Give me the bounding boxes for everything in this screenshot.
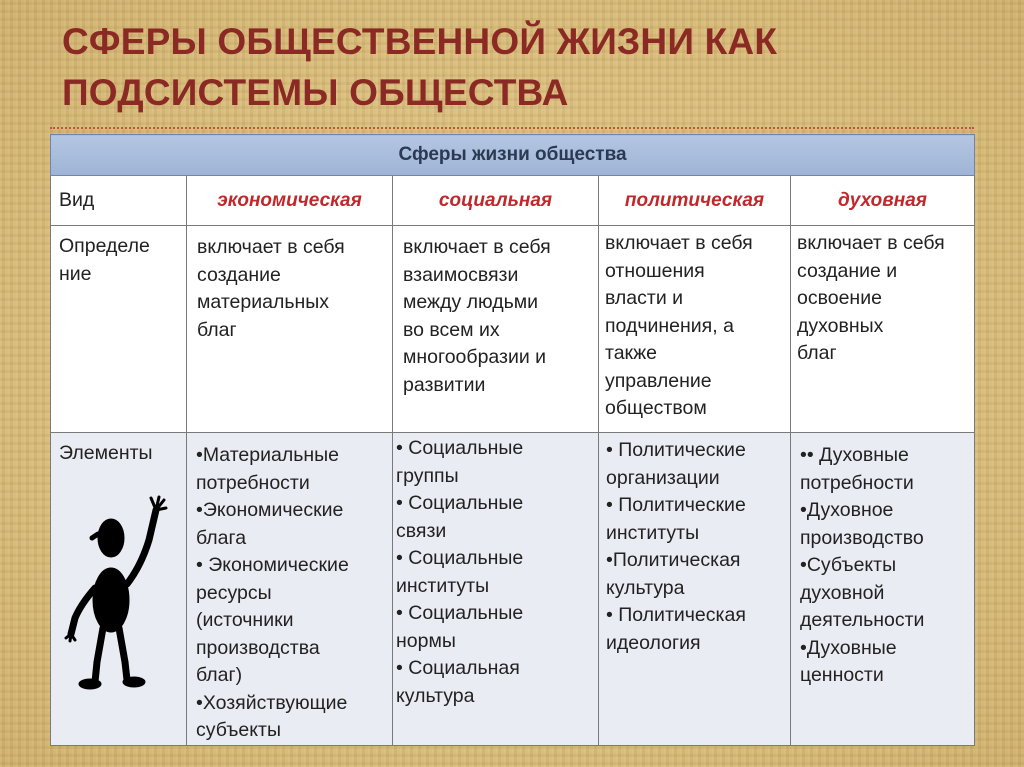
cell-line: •Материальные	[196, 444, 340, 466]
cell-line: • Политические	[606, 494, 746, 516]
cell-line: развитии	[403, 373, 486, 396]
cell-line: • Экономические	[196, 554, 349, 576]
cell-line: •Экономические	[196, 499, 344, 521]
cell-line: • Социальная	[396, 657, 520, 679]
cell-lines	[403, 234, 590, 399]
cell-line: субъекты	[196, 719, 281, 741]
cell-line: ресурсы	[196, 581, 272, 604]
definition-economic	[187, 226, 393, 433]
cell-lines	[606, 437, 784, 657]
table-header: Сферы жизни общества	[51, 135, 975, 176]
cell-line: •Хозяйствующие	[196, 691, 348, 714]
cell-line: •Духовные	[800, 636, 897, 659]
row-label-elements: Элементы	[59, 442, 153, 464]
cell-line: блага	[196, 526, 247, 549]
elements-political	[599, 433, 791, 746]
cell-line: институты	[396, 574, 490, 597]
cell-line: производство	[800, 526, 924, 549]
cell-line: производства	[196, 636, 320, 659]
cell-line: благ	[197, 318, 237, 341]
cell-lines	[197, 234, 384, 344]
cell-line: •Политическая	[606, 549, 741, 571]
cell-line: взаимосвязи	[403, 263, 519, 286]
cell-line: • Социальные	[396, 547, 524, 569]
row-label-kind: Вид	[51, 176, 187, 226]
cell-line: институты	[606, 521, 700, 544]
cell-lines	[605, 230, 784, 423]
cell-lines	[396, 435, 592, 710]
cell-line: • Социальные	[396, 437, 524, 459]
cell-line: потребности	[800, 471, 914, 494]
definition-spiritual	[791, 226, 975, 433]
cell-line: • Политические	[606, 439, 746, 461]
cell-line: власти и	[605, 287, 684, 309]
sphere-social: социальная	[393, 176, 599, 226]
slide-title-line-1: СФЕРЫ ОБЩЕСТВЕННОЙ ЖИЗНИ КАК	[62, 21, 778, 62]
cell-line: нормы	[396, 629, 456, 652]
cell-line: •Духовное	[800, 499, 894, 521]
spheres-table	[50, 134, 975, 746]
row-label-definition: Определе ние	[51, 226, 187, 433]
elements-spiritual	[791, 433, 975, 746]
cell-line: связи	[396, 519, 447, 542]
cell-line: также	[605, 342, 657, 364]
cell-line: материальных	[197, 291, 330, 313]
cell-line: включает в себя	[797, 232, 945, 254]
cell-line: освоение	[797, 287, 882, 309]
cell-lines	[797, 230, 968, 368]
cell-line: благ)	[196, 664, 243, 686]
sphere-political: политическая	[599, 176, 791, 226]
cell-line: многообразии и	[403, 346, 547, 368]
cell-line: • Социальные	[396, 492, 524, 514]
cell-line: включает в себя	[403, 236, 551, 258]
cell-line: духовной	[800, 581, 885, 604]
cell-line: духовных	[797, 314, 884, 337]
cell-line: создание и	[797, 259, 898, 282]
cell-line: идеология	[606, 631, 701, 654]
cell-line: отношения	[605, 259, 705, 282]
slide-title	[62, 16, 962, 118]
sphere-economic: экономическая	[187, 176, 393, 226]
title-divider	[50, 127, 974, 129]
cell-line: включает в себя	[197, 236, 345, 258]
cell-line: включает в себя	[605, 232, 753, 254]
elements-row	[51, 433, 975, 746]
cell-line: •Субъекты	[800, 554, 897, 576]
row-label-elements-cell	[51, 433, 187, 746]
cell-line: организации	[606, 466, 720, 489]
cell-line: ценности	[800, 664, 884, 686]
cell-line: благ	[797, 342, 837, 364]
cell-line: управление	[605, 369, 712, 392]
definition-social	[393, 226, 599, 433]
elements-economic	[187, 433, 393, 746]
cell-line: потребности	[196, 471, 310, 494]
cell-line: • Политическая	[606, 604, 746, 626]
cell-line: во всем их	[403, 318, 500, 341]
sphere-names-row	[51, 176, 975, 226]
definition-row	[51, 226, 975, 433]
cell-line: группы	[396, 464, 459, 487]
cell-line: •• Духовные	[800, 444, 909, 466]
cell-lines	[196, 442, 386, 745]
cell-line: культура	[606, 576, 685, 599]
cell-line: • Социальные	[396, 602, 524, 624]
cell-line: создание	[197, 263, 281, 286]
definition-political	[599, 226, 791, 433]
slide-title-line-2: ПОДСИСТЕМЫ ОБЩЕСТВА	[62, 72, 569, 113]
cell-line: (источники	[196, 609, 294, 631]
cell-line: деятельности	[800, 609, 925, 631]
cell-lines	[800, 442, 968, 690]
cell-line: подчинения, а	[605, 314, 734, 337]
cell-line: между людьми	[403, 291, 539, 313]
waving-stick-figure-icon	[61, 494, 171, 694]
elements-social	[393, 433, 599, 746]
cell-line: культура	[396, 684, 475, 707]
table-header-row	[51, 135, 975, 176]
sphere-spiritual: духовная	[791, 176, 975, 226]
cell-line: обществом	[605, 397, 707, 419]
